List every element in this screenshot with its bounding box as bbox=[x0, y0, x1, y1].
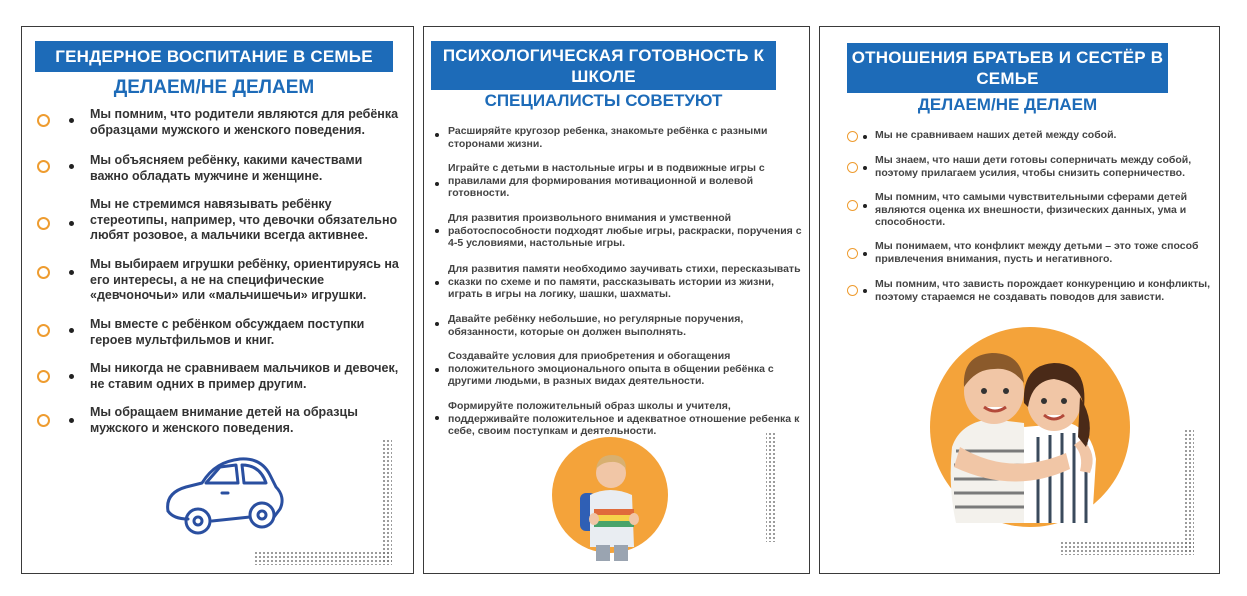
circle-bullet-icon bbox=[847, 131, 858, 142]
advice-list bbox=[820, 129, 1220, 318]
circle-bullet-icon bbox=[37, 324, 50, 337]
card-title: ОТНОШЕНИЯ БРАТЬЕВ И СЕСТЁР В СЕМЬЕ bbox=[847, 43, 1168, 93]
circle-bullet-icon bbox=[37, 160, 50, 173]
circle-bullet-icon bbox=[847, 248, 858, 259]
dot-bullet-icon bbox=[435, 322, 439, 326]
list-item: Для развития памяти необходимо заучивать стихи, пересказывать сказки по схеме и по памяти, рассказывать истории из жизни, играть в игры на логику, шашки, шахматы. bbox=[424, 263, 810, 313]
circle-bullet-icon bbox=[847, 285, 858, 296]
dot-bullet-icon bbox=[435, 133, 439, 137]
list-item: Мы помним, что родители являются для ребёнка образцами мужского и женского поведения. bbox=[22, 107, 414, 153]
advice-list bbox=[424, 125, 810, 440]
schoolboy-photo bbox=[550, 435, 674, 561]
circle-bullet-icon bbox=[37, 370, 50, 383]
list-item: Для развития произвольного внимания и умственной работоспособности подходят любые игры, раскраски, поручения с 4-5 условиями, настольные игры. bbox=[424, 212, 810, 263]
list-item: Мы помним, что самыми чувствительными сферами детей являются оценка их внешности, физических данных, ума и способности. bbox=[820, 191, 1220, 240]
circle-bullet-icon bbox=[37, 266, 50, 279]
list-item: Давайте ребёнку небольшие, но регулярные поручения, обязанности, которые он должен выполнять. bbox=[424, 313, 810, 350]
decorative-dot-grid bbox=[254, 439, 394, 569]
card-subtitle: ДЕЛАЕМ/НЕ ДЕЛАЕМ bbox=[113, 77, 315, 98]
list-item: Мы знаем, что наши дети готовы соперничать между собой, поэтому прилагаем усилия, чтобы снизить соперничество. bbox=[820, 154, 1220, 191]
dot-bullet-icon bbox=[69, 328, 74, 333]
dot-bullet-icon bbox=[863, 252, 867, 256]
list-item: Мы не стремимся навязывать ребёнку стереотипы, например, что девочки обязательно любят розовое, а мальчики всегда активнее. bbox=[22, 197, 414, 257]
dot-bullet-icon bbox=[69, 164, 74, 169]
circle-bullet-icon bbox=[37, 414, 50, 427]
siblings-relations-card bbox=[819, 26, 1220, 574]
circle-bullet-icon bbox=[847, 200, 858, 211]
dot-bullet-icon bbox=[69, 118, 74, 123]
card-subtitle: ДЕЛАЕМ/НЕ ДЕЛАЕМ bbox=[917, 95, 1098, 114]
advice-list bbox=[22, 107, 414, 445]
dot-bullet-icon bbox=[863, 166, 867, 170]
circle-bullet-icon bbox=[37, 114, 50, 127]
list-item: Мы никогда не сравниваем мальчиков и девочек, не ставим одних в пример другим. bbox=[22, 361, 414, 405]
list-item: Формируйте положительный образ школы и учителя, поддерживайте положительное и адекватное отношение ребенка к себе, своим поступкам и деятельности. bbox=[424, 400, 810, 440]
dot-bullet-icon bbox=[435, 182, 439, 186]
circle-bullet-icon bbox=[847, 162, 858, 173]
school-readiness-card bbox=[423, 26, 810, 574]
list-item: Мы вместе с ребёнком обсуждаем поступки героев мультфильмов и книг. bbox=[22, 317, 414, 361]
list-item: Мы объясняем ребёнку, какими качествами важно обладать мужчине и женщине. bbox=[22, 153, 414, 197]
list-item: Мы обращаем внимание детей на образцы мужского и женского поведения. bbox=[22, 405, 414, 445]
list-item: Создавайте условия для приобретения и обогащения положительного эмоционального опыта в общении ребёнка с другими людьми, в разных видах деятельности. bbox=[424, 350, 810, 400]
card-title: ГЕНДЕРНОЕ ВОСПИТАНИЕ В СЕМЬЕ bbox=[35, 41, 393, 72]
dot-bullet-icon bbox=[435, 281, 439, 285]
dot-bullet-icon bbox=[435, 229, 439, 233]
dot-bullet-icon bbox=[69, 270, 74, 275]
dot-bullet-icon bbox=[863, 204, 867, 208]
card-title: ПСИХОЛОГИЧЕСКАЯ ГОТОВНОСТЬ К ШКОЛЕ bbox=[431, 41, 776, 90]
dot-bullet-icon bbox=[435, 368, 439, 372]
list-item: Мы выбираем игрушки ребёнку, ориентируясь на его интересы, а не на специфические «девчоночьи» или «мальчишечьи» игрушки. bbox=[22, 257, 414, 317]
decorative-dot-grid bbox=[680, 432, 780, 552]
dot-bullet-icon bbox=[863, 289, 867, 293]
dot-bullet-icon bbox=[69, 374, 74, 379]
list-item: Мы понимаем, что конфликт между детьми – это тоже способ привлечения внимания, пусть и негативного. bbox=[820, 240, 1220, 278]
circle-bullet-icon bbox=[37, 217, 50, 230]
list-item: Мы не сравниваем наших детей между собой. bbox=[820, 129, 1220, 154]
list-item: Играйте с детьми в настольные игры и в подвижные игры с правилами для формирования мотивационной и волевой готовности. bbox=[424, 162, 810, 212]
decorative-dot-grid bbox=[1060, 429, 1196, 569]
dot-bullet-icon bbox=[863, 135, 867, 139]
dot-bullet-icon bbox=[69, 418, 74, 423]
card-subtitle: СПЕЦИАЛИСТЫ СОВЕТУЮТ bbox=[484, 91, 723, 110]
dot-bullet-icon bbox=[69, 221, 74, 226]
gender-education-card bbox=[21, 26, 414, 574]
list-item: Расширяйте кругозор ребенка, знакомьте ребёнка с разными сторонами жизни. bbox=[424, 125, 810, 162]
dot-bullet-icon bbox=[435, 416, 439, 420]
list-item: Мы помним, что зависть порождает конкуренцию и конфликты, поэтому стараемся не создавать поводов для зависти. bbox=[820, 278, 1220, 318]
